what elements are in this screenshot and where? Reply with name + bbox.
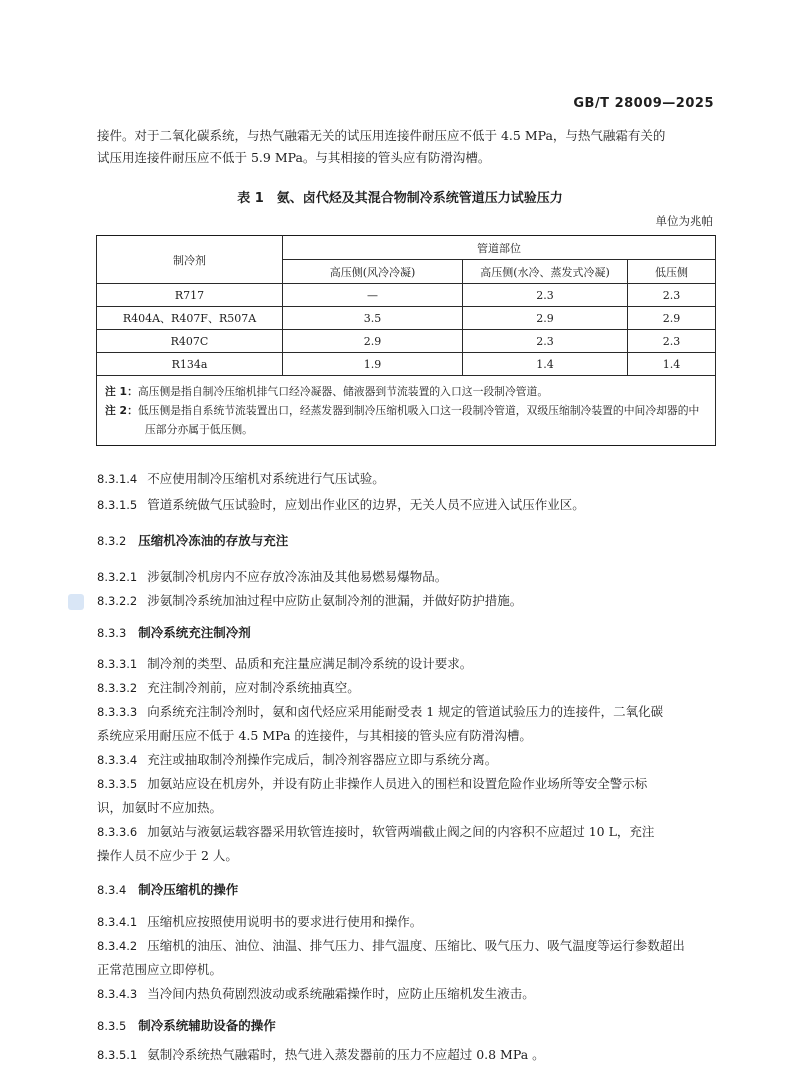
note-text: 低压侧是指自系统节流装置出口，经蒸发器到制冷压缩机吸入口这一段制冷管道，双级压缩制冷装置的中间冷却器的中压部分亦属于低压侧。 xyxy=(137,404,700,436)
clause-text: 加氨站与液氨运载容器采用软管连接时，软管两端截止阀之间的内容积不应超过 10 L，充注 xyxy=(147,824,655,839)
watermark-mark xyxy=(68,594,84,610)
cell-value: 2.9 xyxy=(283,330,463,353)
clause-number: 8.3.3.2 xyxy=(97,681,138,695)
clause-text: 系统应采用耐压应不低于 4.5 MPa 的连接件，与其相接的管头应有防滑沟槽。 xyxy=(97,728,532,743)
clause-text: 充注制冷剂前，应对制冷系统抽真空。 xyxy=(147,680,360,695)
table-note-2 xyxy=(105,401,707,439)
clause-number: 8.3.3.3 xyxy=(97,705,138,719)
cell-value: 2.9 xyxy=(463,307,628,330)
intro-paragraph xyxy=(97,125,715,169)
clause-text: 操作人员不应少于 2 人。 xyxy=(97,848,238,863)
clause-8-3-1-5 xyxy=(97,494,717,516)
clause-8-3-4-3 xyxy=(97,983,717,1005)
clause-8-3-3-1 xyxy=(97,653,717,675)
table-row xyxy=(97,307,716,330)
section-number: 8.3.3 xyxy=(97,626,127,640)
note-label: 注 1： xyxy=(105,385,138,398)
clause-text: 管道系统做气压试验时，应划出作业区的边界，无关人员不应进入试压作业区。 xyxy=(147,497,585,512)
clause-text: 制冷剂的类型、品质和充注量应满足制冷系统的设计要求。 xyxy=(147,656,473,671)
section-number: 8.3.5 xyxy=(97,1019,127,1033)
standard-number: GB/T 28009—2025 xyxy=(573,96,714,111)
clause-8-3-1-4 xyxy=(97,468,717,490)
cell-value: 1.4 xyxy=(463,353,628,376)
section-8-3-2-heading xyxy=(97,531,288,549)
clause-text: 涉氨制冷系统加油过程中应防止氨制冷剂的泄漏，并做好防护措施。 xyxy=(147,593,523,608)
cell-value: — xyxy=(283,284,463,307)
head-high-air: 高压侧(风冷冷凝) xyxy=(283,260,463,284)
clause-8-3-3-3-cont xyxy=(97,725,717,747)
clause-8-3-3-4 xyxy=(97,749,717,771)
table-title: 表 1 氨、卤代烃及其混合物制冷系统管道压力试验压力 xyxy=(237,191,563,206)
note-text: 高压侧是指自制冷压缩机排气口经冷凝器、储液器到节流装置的入口这一段制冷管道。 xyxy=(137,385,549,398)
clause-8-3-4-1 xyxy=(97,911,717,933)
pressure-table xyxy=(96,235,716,446)
clause-number: 8.3.3.4 xyxy=(97,753,138,767)
clause-text: 正常范围应立即停机。 xyxy=(97,962,223,977)
clause-number: 8.3.3.6 xyxy=(97,825,138,839)
clause-text: 识，加氨时不应加热。 xyxy=(97,800,223,815)
section-8-3-5-heading xyxy=(97,1016,276,1034)
note-label: 注 2： xyxy=(105,404,138,417)
head-low: 低压侧 xyxy=(628,260,716,284)
section-8-3-3-heading xyxy=(97,623,251,641)
clause-8-3-4-2 xyxy=(97,935,717,957)
clause-text: 氨制冷系统热气融霜时，热气进入蒸发器前的压力不应超过 0.8 MPa 。 xyxy=(147,1047,545,1062)
head-refrigerant: 制冷剂 xyxy=(97,236,283,284)
cell-refrigerant: R407C xyxy=(97,330,283,353)
table-row xyxy=(97,284,716,307)
table-notes-row xyxy=(97,376,716,446)
clause-8-3-3-5 xyxy=(97,773,717,795)
clause-8-3-4-2-cont xyxy=(97,959,717,981)
section-title: 制冷系统充注制冷剂 xyxy=(138,625,251,640)
clause-text: 压缩机应按照使用说明书的要求进行使用和操作。 xyxy=(147,914,423,929)
clause-number: 8.3.4.3 xyxy=(97,987,138,1001)
clause-text: 当冷间内热负荷剧烈波动或系统融霜操作时，应防止压缩机发生液击。 xyxy=(147,986,535,1001)
clause-number: 8.3.2.2 xyxy=(97,594,138,608)
clause-text: 涉氨制冷机房内不应存放冷冻油及其他易燃易爆物品。 xyxy=(147,569,448,584)
cell-value: 3.5 xyxy=(283,307,463,330)
clause-number: 8.3.4.2 xyxy=(97,939,138,953)
clause-number: 8.3.3.5 xyxy=(97,777,138,791)
clause-number: 8.3.1.4 xyxy=(97,472,138,486)
clause-number: 8.3.4.1 xyxy=(97,915,138,929)
clause-8-3-2-2 xyxy=(97,590,717,612)
clause-8-3-3-6-cont xyxy=(97,845,717,867)
clause-8-3-3-3 xyxy=(97,701,717,723)
section-number: 8.3.2 xyxy=(97,534,127,548)
cell-value: 2.9 xyxy=(628,307,716,330)
table-unit: 单位为兆帕 xyxy=(655,214,713,228)
clause-8-3-2-1 xyxy=(97,566,717,588)
head-pipe-section: 管道部位 xyxy=(283,236,716,260)
section-8-3-4-heading xyxy=(97,880,238,898)
clause-number: 8.3.5.1 xyxy=(97,1048,138,1062)
section-number: 8.3.4 xyxy=(97,883,127,897)
clause-text: 不应使用制冷压缩机对系统进行气压试验。 xyxy=(147,471,385,486)
table-row xyxy=(97,330,716,353)
clause-text: 充注或抽取制冷剂操作完成后，制冷剂容器应立即与系统分离。 xyxy=(147,752,498,767)
table-note-1 xyxy=(105,382,707,401)
head-high-water: 高压侧(水冷、蒸发式冷凝) xyxy=(463,260,628,284)
clause-number: 8.3.1.5 xyxy=(97,498,138,512)
table-row xyxy=(97,353,716,376)
clause-number: 8.3.2.1 xyxy=(97,570,138,584)
clause-8-3-3-2 xyxy=(97,677,717,699)
section-title: 压缩机冷冻油的存放与充注 xyxy=(138,533,289,548)
intro-line-1: 接件。对于二氧化碳系统，与热气融霜无关的试压用连接件耐压应不低于 4.5 MPa，与热气融霜有关的 xyxy=(97,128,666,143)
clause-8-3-3-5-cont xyxy=(97,797,717,819)
section-title: 制冷压缩机的操作 xyxy=(138,882,239,897)
clause-text: 加氨站应设在机房外，并设有防止非操作人员进入的围栏和设置危险作业场所等安全警示标 xyxy=(147,776,648,791)
clause-text: 压缩机的油压、油位、油温、排气压力、排气温度、压缩比、吸气压力、吸气温度等运行参数超出 xyxy=(147,938,685,953)
cell-value: 2.3 xyxy=(463,330,628,353)
clause-text: 向系统充注制冷剂时，氨和卤代烃应采用能耐受表 1 规定的管道试验压力的连接件，二氧化碳 xyxy=(147,704,664,719)
section-title: 制冷系统辅助设备的操作 xyxy=(138,1018,276,1033)
intro-line-2: 试压用连接件耐压应不低于 5.9 MPa。与其相接的管头应有防滑沟槽。 xyxy=(97,150,491,165)
cell-value: 1.9 xyxy=(283,353,463,376)
cell-value: 2.3 xyxy=(463,284,628,307)
cell-refrigerant: R134a xyxy=(97,353,283,376)
cell-refrigerant: R404A、R407F、R507A xyxy=(97,307,283,330)
cell-value: 2.3 xyxy=(628,284,716,307)
clause-number: 8.3.3.1 xyxy=(97,657,138,671)
clause-8-3-5-1 xyxy=(97,1044,717,1066)
table-notes xyxy=(97,376,716,446)
cell-value: 2.3 xyxy=(628,330,716,353)
cell-value: 1.4 xyxy=(628,353,716,376)
cell-refrigerant: R717 xyxy=(97,284,283,307)
clause-8-3-3-6 xyxy=(97,821,717,843)
